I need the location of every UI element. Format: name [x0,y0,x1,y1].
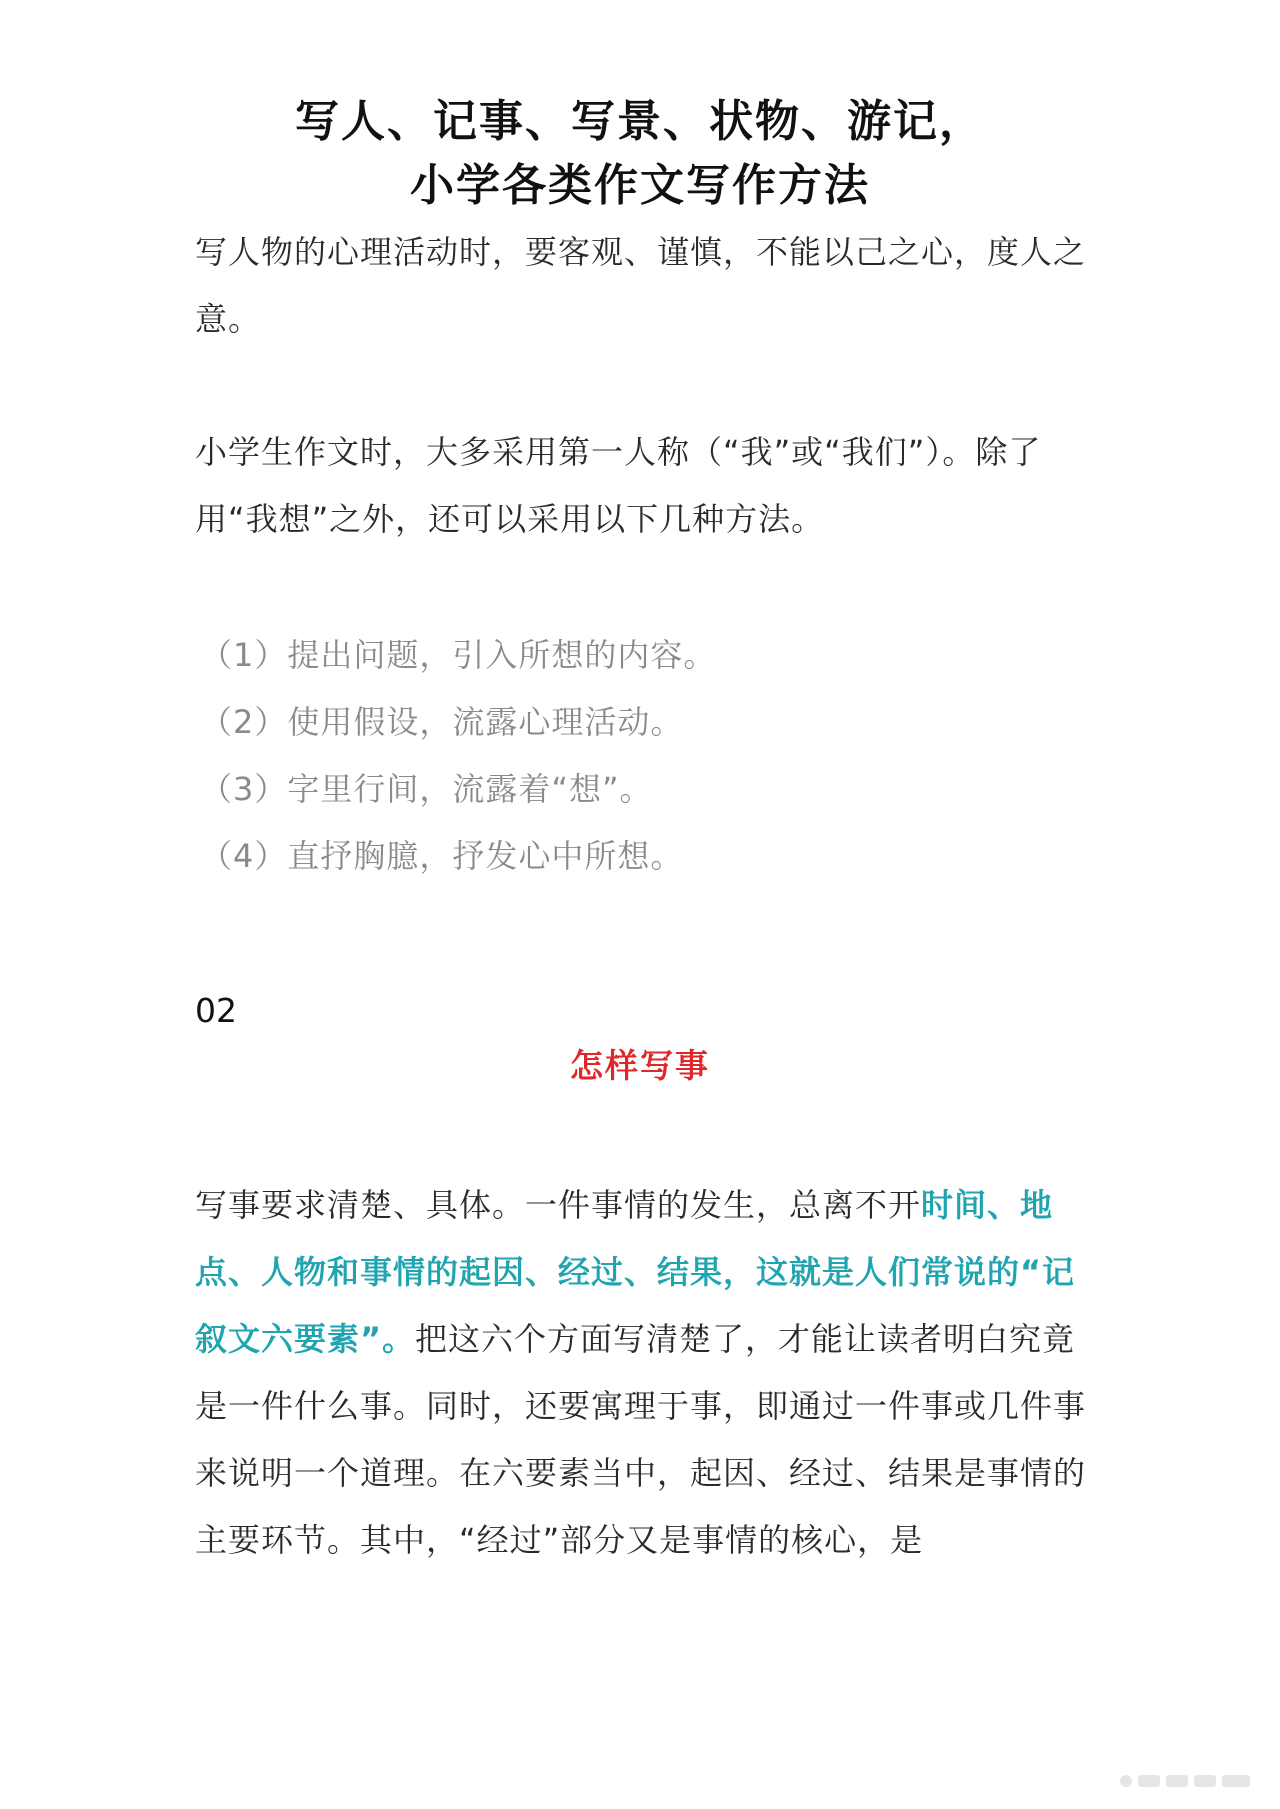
watermark-logo [1116,1767,1256,1795]
body-text-after: 把这六个方面写清楚了，才能让读者明白究竟是一件什么事。同时，还要寓理于事，即通过一件事或几件事来说明一个道理。在六要素当中，起因、经过、结果是事情的主要环节。其中，“经过”部分又是事情的核心，是 [195,1320,1087,1559]
page-title-line-1: 写人、记事、写景、状物、游记， [295,96,985,147]
intro-paragraph-2: 小学生作文时，大多采用第一人称（“我”或“我们”）。除了用“我想”之外，还可以采用以下几种方法。 [195,433,1042,538]
list-item: （2）使用假设，流露心理活动。 [200,703,684,741]
body-text-highlight: 时间、地点、人物和事情的起因、经过、结果，这就是人们常说的“记叙文六要素”。 [195,1186,1076,1358]
intro-paragraph-1: 写人物的心理活动时，要客观、谨慎，不能以己之心，度人之意。 [195,233,1087,338]
page-title-line-2: 小学各类作文写作方法 [410,160,870,211]
list-item: （4）直抒胸臆，抒发心中所想。 [200,837,684,875]
list-item: （1）提出问题，引入所想的内容。 [200,636,717,674]
body-text-before: 写事要求清楚、具体。一件事情的发生，总离不开 [195,1186,922,1224]
methods-list [200,622,1100,890]
section-number: 02 [195,991,237,1030]
list-item: （3）字里行间，流露着“想”。 [200,770,653,808]
section-body-paragraph [195,1172,1095,1574]
section-heading: 怎样写事 [570,1046,710,1085]
